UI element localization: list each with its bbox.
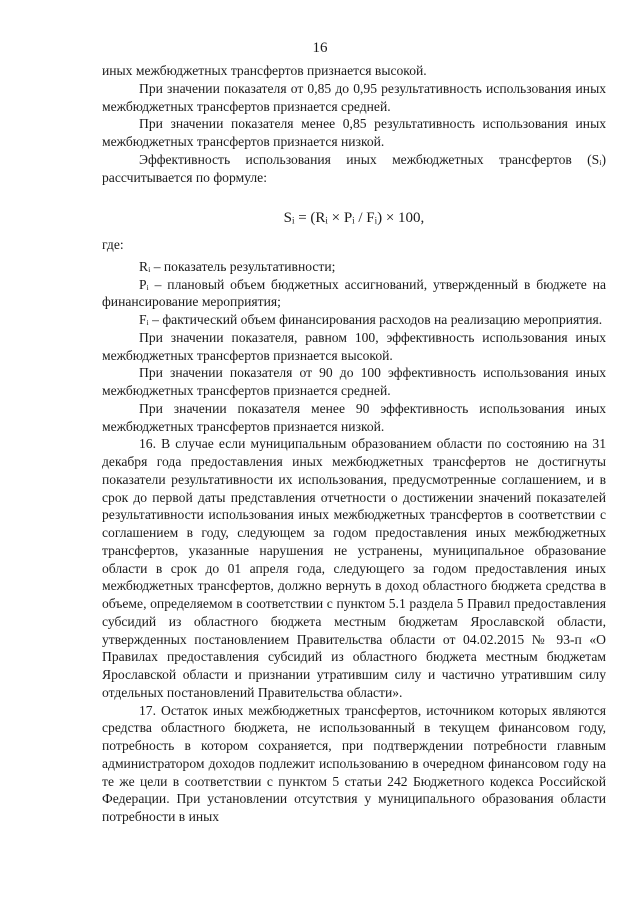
efficiency-formula: Sᵢ = (Rᵢ × Pᵢ / Fᵢ) × 100, <box>283 210 425 227</box>
where-label: где: <box>102 237 124 252</box>
document-body <box>102 62 606 826</box>
paragraph-result-medium: При значении показателя от 0,85 до 0,95 результативность использования иных межбюджетных трансфертов признается средней. <box>102 80 606 114</box>
efficiency-high: При значении показателя, равном 100, эффективность использования иных межбюджетных трансфертов признается высокой. <box>102 329 606 363</box>
definition-f: Fᵢ – фактический объем финансирования расходов на реализацию мероприятия. <box>139 312 603 327</box>
efficiency-medium: При значении показателя от 90 до 100 эффективность использования иных межбюджетных трансфертов признается средней. <box>102 365 606 398</box>
definition-p: Pᵢ – плановый объем бюджетных ассигнований, утвержденный в бюджете на финансирование мероприятия; <box>102 276 606 310</box>
efficiency-low: При значении показателя менее 90 эффективность использования иных межбюджетных трансфертов признается низкой. <box>102 400 606 434</box>
definition-r: Rᵢ – показатель результативности; <box>139 258 336 274</box>
paragraph-efficiency-intro: Эффективность использования иных межбюджетных трансфертов (Sᵢ) рассчитывается по формуле: <box>102 151 606 185</box>
paragraph-result-low: При значении показателя менее 0,85 результативность использования иных межбюджетных трансфертов признается низкой. <box>102 116 606 149</box>
clause-16: 16. В случае если муниципальным образованием области по состоянию на 31 декабря года предоставления иных межбюджетных трансфертов не достигнуты показатели результативности их использования, предусмотренные соглашением, и в срок до первой даты представления отчетности о достижении значений показателей результативности использования иных межбюджетных трансфертов в соответствии с соглашением в году, следующем за годом предоставления иных межбюджетных трансфертов, указанные нарушения не устранены, муниципальное образование области в срок до 01 апреля года, следующего за годом предоставления иных межбюджетных трансфертов, должно вернуть в доход областного бюджета средства в объеме, определяемом в соответствии с пунктом 5.1 раздела 5 Правил предоставления субсидий из областного бюджета местным бюджетам Ярославской области, утвержденных постановлением Правительства области от 04.02.2015 № 93-п «О Правилах предоставления субсидий из областного бюджета местным бюджетам Ярославской области и признании утратившим силу и частично утратившим силу отдельных постановлений Правительства области». <box>102 436 606 700</box>
paragraph-continuation: иных межбюджетных трансфертов признается высокой. <box>102 63 427 78</box>
page-number: 16 <box>312 40 328 56</box>
clause-17: 17. Остаток иных межбюджетных трансфертов, источником которых являются средства областного бюджета, не использованный в текущем финансовом году, потребность в котором сохраняется, при подтверждении потребности главным администратором доходов подлежит использованию в очередном финансовом году на те же цели в соответствии с пунктом 5 статьи 242 Бюджетного кодекса Российской Федерации. При установлении отсутствия у муниципального образования области потребности в иных <box>102 702 606 824</box>
